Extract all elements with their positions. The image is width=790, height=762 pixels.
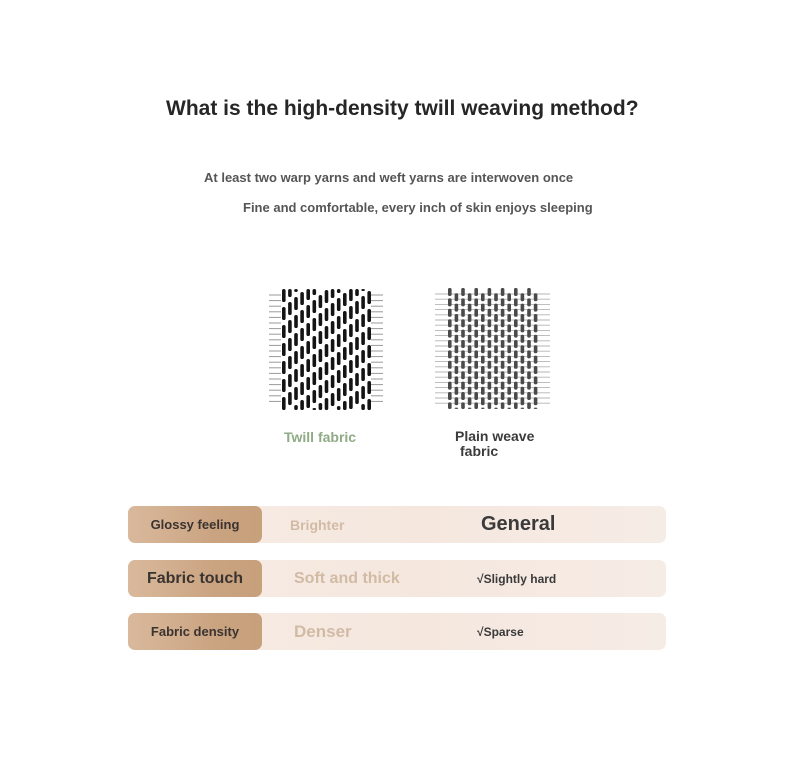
row-label: Fabric touch — [128, 560, 262, 597]
plain-value: General — [481, 513, 556, 535]
subtitle-line-1: At least two warp yarns and weft yarns are interwoven once — [204, 170, 574, 185]
plain-value: √Sparse — [477, 624, 524, 639]
row-label: Fabric density — [128, 613, 262, 650]
comparison-row-glossy — [128, 506, 666, 543]
row-label: Glossy feeling — [128, 506, 262, 543]
page-title: What is the high-density twill weaving method? — [166, 97, 639, 120]
twill-weave-illustration — [268, 285, 384, 413]
twill-value: Brighter — [290, 516, 345, 533]
twill-value: Denser — [294, 621, 352, 641]
plain-caption-line-1: Plain weave — [455, 428, 535, 444]
plain-fabric-caption — [455, 429, 565, 459]
plain-value: √Slightly hard — [477, 571, 557, 586]
comparison-row-touch — [128, 560, 666, 597]
twill-fabric-caption: Twill fabric — [284, 429, 357, 445]
plain-weave-illustration — [434, 285, 552, 413]
subtitle-line-2: Fine and comfortable, every inch of skin enjoys sleeping — [243, 200, 593, 215]
twill-value: Soft and thick — [294, 569, 400, 587]
plain-caption-line-2: fabric — [460, 443, 499, 459]
comparison-row-density — [128, 613, 666, 650]
